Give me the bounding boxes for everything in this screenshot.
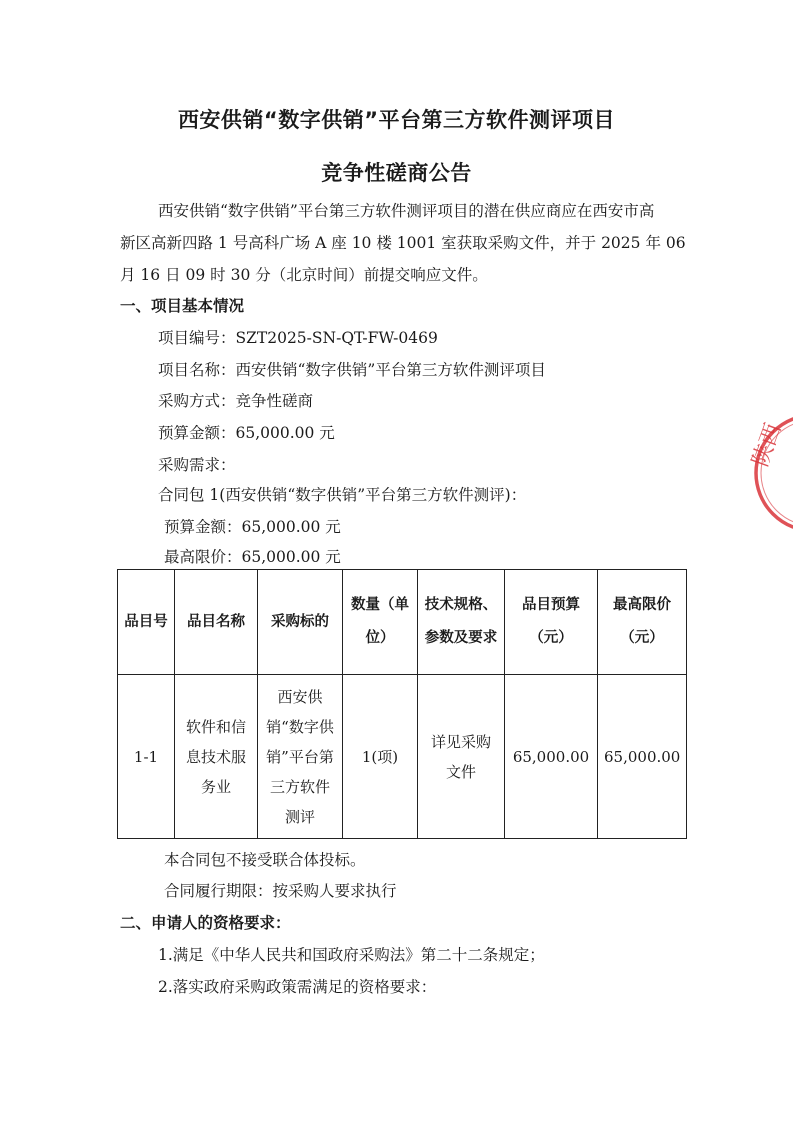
table-header-cell: 技术规格、参数及要求 [418,570,505,675]
intro-paragraph-line2: 新区高新四路 1 号高科广场 A 座 10 楼 1001 室获取采购文件，并于 2025 年 06 [120,234,686,252]
table-cell: 65,000.00 [598,675,687,839]
intro-paragraph-line1: 西安供销“数字供销”平台第三方软件测评项目的潜在供应商应在西安市高 [158,202,655,220]
section2-heading: 二、申请人的资格要求： [120,914,291,932]
project-name: 项目名称：西安供销“数字供销”平台第三方软件测评项目 [158,361,546,379]
no-consortium-note: 本合同包不接受联合体投标。 [164,851,366,869]
seal-text: 陕西 [748,420,787,471]
package-max-price: 最高限价：65,000.00 元 [164,548,341,566]
intro-paragraph-line3: 月 16 日 09 时 30 分（北京时间）前提交响应文件。 [120,266,488,284]
table-header-cell: 数量（单位） [343,570,418,675]
requirements-label: 采购需求： [158,456,236,474]
document-title-line1: 西安供销“数字供销”平台第三方软件测评项目 [177,108,616,132]
contract-package-label: 合同包 1(西安供销“数字供销”平台第三方软件测评)： [158,486,527,504]
table-header-cell: 最高限价（元） [598,570,687,675]
document-title-line2: 竞争性磋商公告 [321,161,472,185]
table-cell: 详见采购文件 [418,675,505,839]
table-header-cell: 采购标的 [258,570,343,675]
table-cell: 1-1 [118,675,175,839]
procurement-table [117,569,687,839]
table-cell: 软件和信息技术服务业 [175,675,258,839]
table-cell: 1(项) [343,675,418,839]
official-seal-stamp [748,398,793,548]
contract-period: 合同履行期限：按采购人要求执行 [164,882,397,900]
qualification-requirement-2: 2.落实政府采购政策需满足的资格要求： [158,978,437,996]
project-number: 项目编号：SZT2025-SN-QT-FW-0469 [158,329,438,347]
table-row [118,675,687,839]
table-header-row [118,570,687,675]
section1-heading: 一、项目基本情况 [120,297,245,315]
procurement-method: 采购方式：竞争性磋商 [158,392,314,410]
table-cell: 西安供销“数字供销”平台第三方软件测评 [258,675,343,839]
qualification-requirement-1: 1.满足《中华人民共和国政府采购法》第二十二条规定； [158,946,545,964]
table-header-cell: 品目预算（元） [505,570,598,675]
package-budget: 预算金额：65,000.00 元 [164,518,341,536]
table-header-cell: 品目号 [118,570,175,675]
table-cell: 65,000.00 [505,675,598,839]
table-header-cell: 品目名称 [175,570,258,675]
budget-amount: 预算金额：65,000.00 元 [158,424,335,442]
